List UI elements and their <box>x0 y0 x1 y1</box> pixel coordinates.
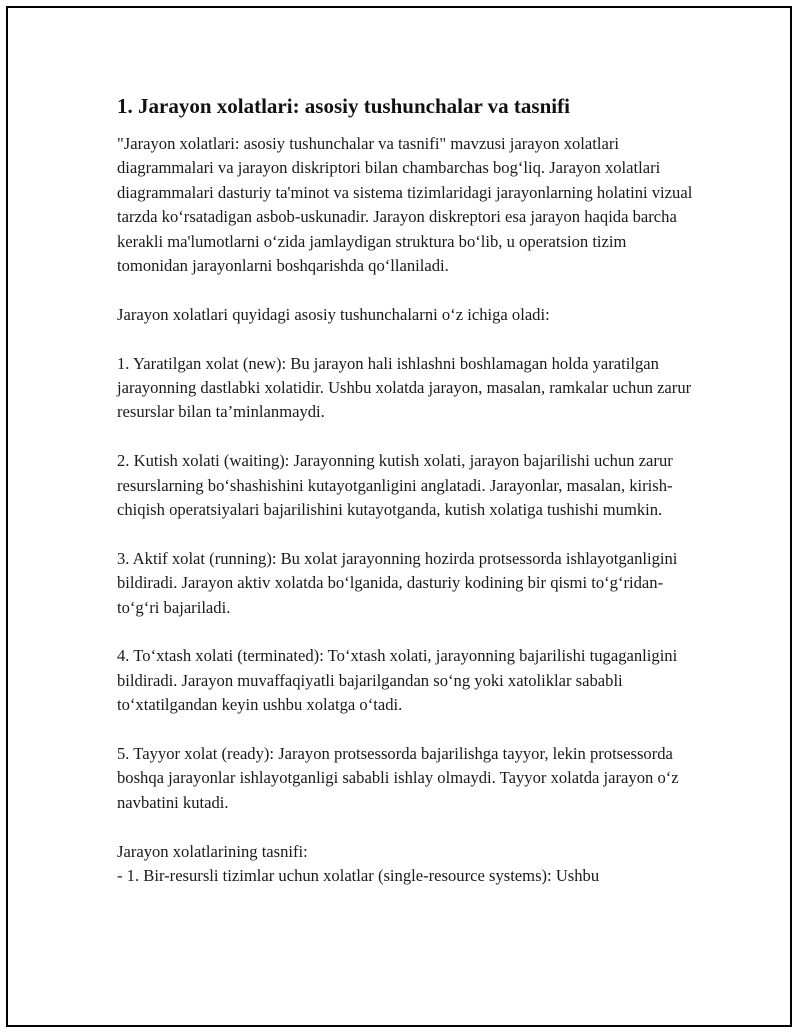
paragraph-gap <box>117 522 697 546</box>
paragraph-gap <box>117 425 697 449</box>
document-body <box>117 92 697 888</box>
section-heading: 1. Jarayon xolatlari: asosiy tushunchalar va tasnifi <box>117 94 570 118</box>
state-running-paragraph: 3. Aktif xolat (running): Bu xolat jarayonning hozirda protsessorda ishlayotganligini bildiradi. Jarayon aktiv xolatda bo‘lganida, dasturiy kodining bir qismi to‘g‘ridan-to‘g‘ri bajariladi. <box>117 548 678 617</box>
state-ready-paragraph: 5. Tayyor xolat (ready): Jarayon protsessorda bajarilishga tayyor, lekin protsessorda boshqa jarayonlar ishlayotganligi sababli ishlay olmaydi. Tayyor xolatda jarayon o‘z navbatini kutadi. <box>117 744 679 812</box>
classification-title: Jarayon xolatlarining tasnifi: <box>117 841 308 861</box>
paragraph-gap <box>117 718 697 742</box>
paragraph-gap <box>117 815 697 839</box>
state-new-paragraph: 1. Yaratilgan xolat (new): Bu jarayon hali ishlashni boshlamagan holda yaratilgan jarayonning dastlabki xolatidir. Ushbu xolatda jarayon, masalan, ramkalar uchun zarur resurslar bilan ta’minlanmaydi. <box>117 353 692 422</box>
paragraph-gap <box>117 620 697 644</box>
intro-paragraph: "Jarayon xolatlari: asosiy tushunchalar va tasnifi" mavzusi jarayon xolatlari diagrammalari va jarayon diskriptori bilan chambarchas bog‘liq. Jarayon xolatlari diagrammalari dasturiy ta'minot va sistema tizimlaridagi jarayonlarning holatini vizual tarzda ko‘rsatadigan asbob-uskunadir. Jarayon diskreptori esa jarayon haqida barcha kerakli ma'lumotlarni o‘zida jamlaydigan struktura bo‘lib, u operatsion tizim tomonidan jarayonlarni boshqarishda qo‘llaniladi. <box>117 134 693 276</box>
classification-item: - 1. Bir-resursli tizimlar uchun xolatlar (single-resource systems): Ushbu <box>117 866 600 886</box>
concepts-intro-paragraph: Jarayon xolatlari quyidagi asosiy tushunchalarni o‘z ichiga oladi: <box>117 304 550 324</box>
state-waiting-paragraph: 2. Kutish xolati (waiting): Jarayonning kutish xolati, jarayon bajarilishi uchun zarur resurslarning bo‘shashishini kutayotganligini anglatadi. Jarayonlar, masalan, kirish-chiqish operatsiyalari bajarilishini kutayotganda, kutish xolatiga tushishi mumkin. <box>117 451 673 520</box>
state-terminated-paragraph: 4. To‘xtash xolati (terminated): To‘xtash xolati, jarayonning bajarilishi tugaganligini bildiradi. Jarayon muvaffaqiyatli bajarilgandan so‘ng yoki xatoliklar sababli to‘xtatilgandan keyin ushbu xolatga o‘tadi. <box>117 646 678 715</box>
paragraph-gap <box>117 278 697 302</box>
paragraph-gap <box>117 327 697 351</box>
